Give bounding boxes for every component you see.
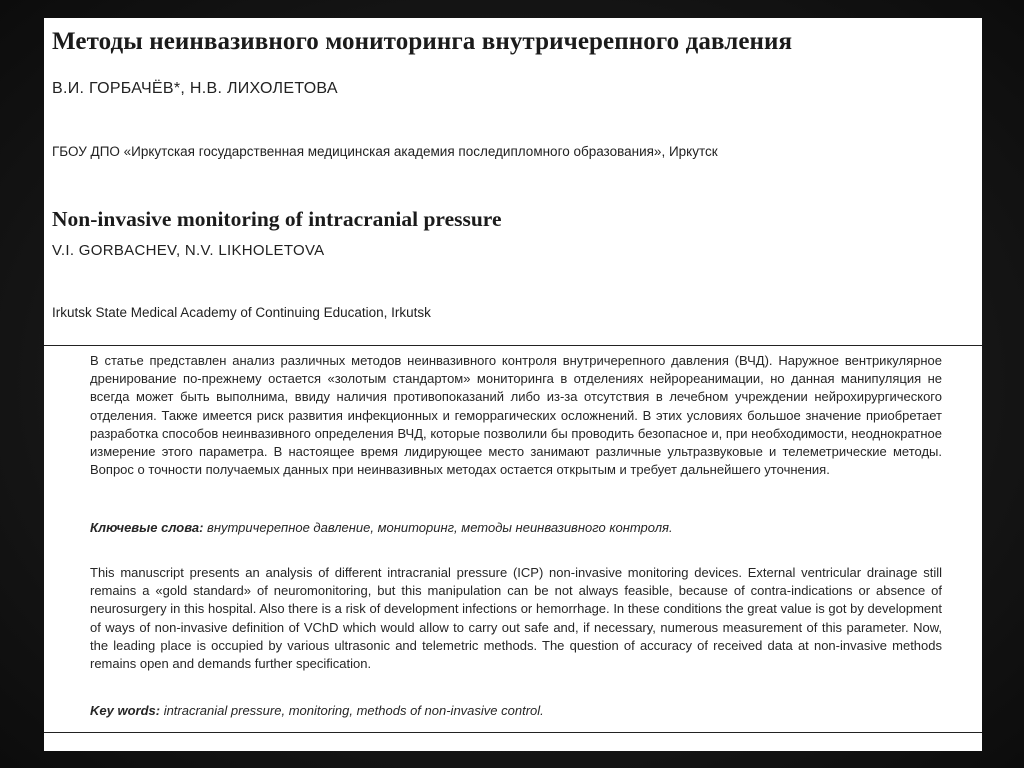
russian-title: Методы неинвазивного мониторинга внутричерепного давления: [52, 28, 793, 55]
russian-affiliation: ГБОУ ДПО «Иркутская государственная медицинская академия последипломного образования», Иркутск: [52, 144, 718, 159]
bottom-divider: [44, 732, 982, 733]
document-page: [44, 18, 982, 751]
english-keywords-label: Key words:: [90, 703, 161, 718]
top-divider: [44, 345, 982, 346]
russian-keywords-label: Ключевые слова:: [90, 520, 204, 535]
english-keywords: [90, 703, 942, 718]
english-affiliation: Irkutsk State Medical Academy of Continuing Education, Irkutsk: [52, 305, 431, 320]
russian-keywords: [90, 520, 942, 535]
english-abstract: This manuscript presents an analysis of different intracranial pressure (ICP) non-invasive monitoring devices. External ventricular drainage still remains a «gold standard» of neuromonitoring, but this manipulation can be not always feasible, because of contra-indications or absence of neurosurgery in this hospital. Also there is a risk of development infections or hemorrhage. In these conditions the great value is got by development of ways of non-invasive definition of VChD which would allow to carry out safe and, if necessary, numerous measurement of this parameter. Now, the leading place is occupied by various ultrasonic and telemetric methods. The question of accuracy of received data at non-invasive methods remains open and demands further specification.: [90, 565, 942, 672]
russian-keywords-text: внутричерепное давление, мониторинг, методы неинвазивного контроля.: [203, 520, 673, 535]
english-authors: V.I. GORBACHEV, N.V. LIKHOLETOVA: [52, 242, 325, 259]
russian-abstract: В статье представлен анализ различных методов неинвазивного контроля внутричерепного давления (ВЧД). Наружное вентрикулярное дренирование по-прежнему остается «золотым стандартом» мониторинга в отделениях нейрореанимации, но данная манипуляция не всегда может быть выполнима, ввиду наличия противопоказаний либо из-за отсутствия в лечебном учреждении нейрохирургического отделения. Также имеется риск развития инфекционных и геморрагических осложнений. В этих условиях большое значение приобретает разработка способов неинвазивного определения ВЧД, которые позволили бы проводить безопасное и, при необходимости, неоднократное измерение этого параметра. В настоящее время лидирующее место занимают различные ультразвуковые и телеметрические методы. Вопрос о точности получаемых данных при неинвазивных методах остается открытым и требует дальнейшего уточнения.: [90, 353, 942, 478]
english-keywords-text: intracranial pressure, monitoring, methods of non-invasive control.: [160, 703, 544, 718]
russian-authors: В.И. ГОРБАЧЁВ*, Н.В. ЛИХОЛЕТОВА: [52, 80, 338, 97]
english-title: Non-invasive monitoring of intracranial pressure: [52, 207, 502, 231]
